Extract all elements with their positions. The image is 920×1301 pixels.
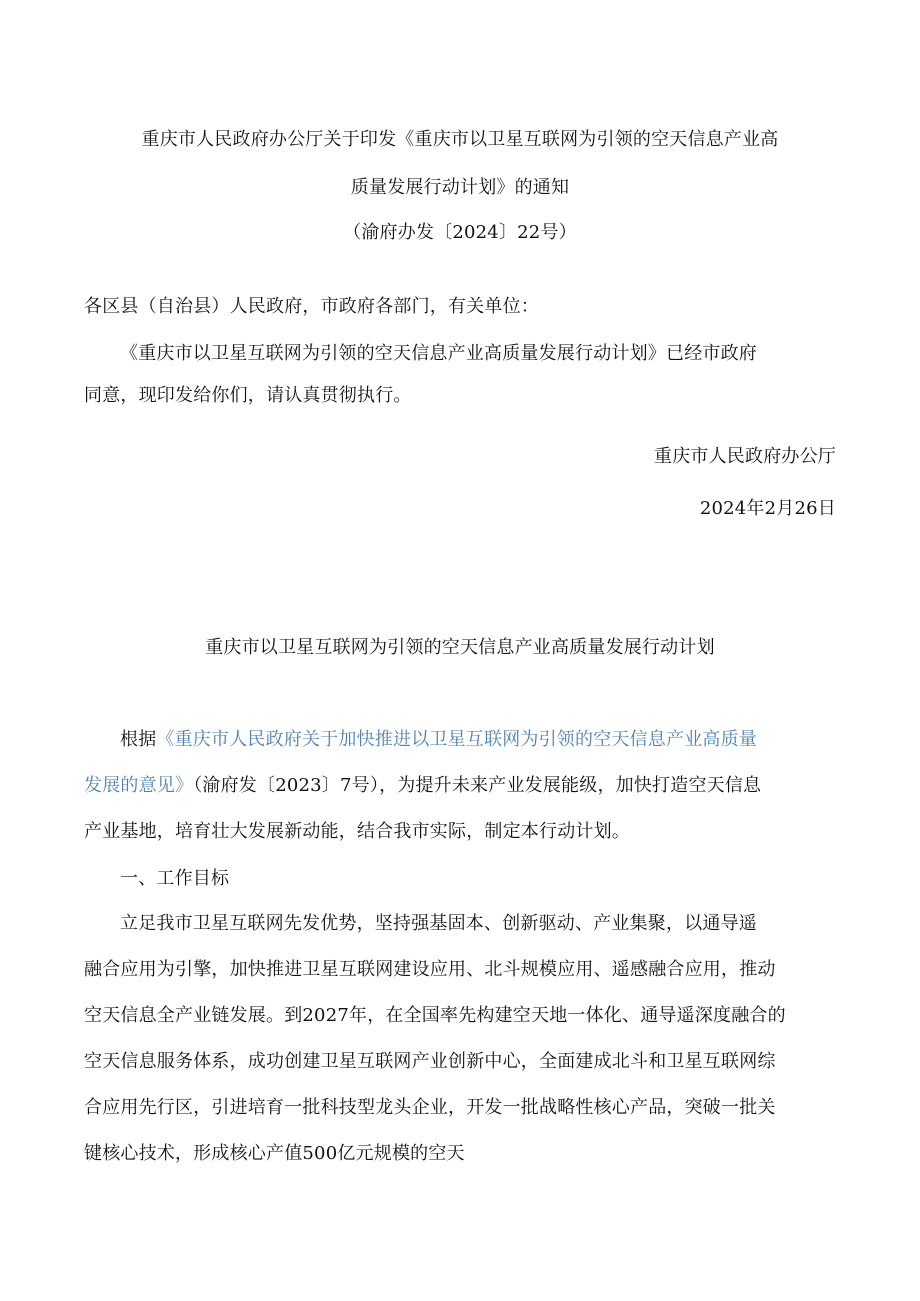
issue-date: 2024年2月26日	[699, 498, 836, 519]
plan-paragraph-2-line-2: 融合应用为引擎，加快推进卫星互联网建设应用、北斗规模应用、遥感融合应用，推动	[84, 959, 776, 980]
document-number: （渝府办发〔2024〕22号）	[343, 222, 577, 243]
salutation: 各区县（自治县）人民政府，市政府各部门，有关单位：	[84, 296, 539, 317]
plan-paragraph-1-line-3: 产业基地，培育壮大发展新动能，结合我市实际，制定本行动计划。	[84, 821, 630, 842]
plan-paragraph-2-line-1: 立足我市卫星互联网先发优势，坚持强基固本、创新驱动、产业集聚，以通导遥	[120, 913, 757, 934]
notice-body-line-1: 《重庆市以卫星互联网为引领的空天信息产业高质量发展行动计划》已经市政府	[120, 343, 757, 364]
section-heading: 一、工作目标	[120, 868, 230, 889]
referenced-document-link[interactable]: 《重庆市人民政府关于加快推进以卫星互联网为引领的空天信息产业高质量	[156, 729, 758, 750]
plan-paragraph-2-line-3: 空天信息全产业链发展。到2027年，在全国率先构建空天地一体化、通导遥深度融合的	[84, 1005, 786, 1026]
referenced-document-link-continued[interactable]: 发展的意见》	[84, 775, 194, 796]
notice-body-line-2: 同意，现印发给你们，请认真贯彻执行。	[84, 385, 412, 406]
notice-title-line-2: 质量发展行动计划》的通知	[350, 177, 570, 198]
plan-paragraph-1-line-2	[84, 774, 761, 798]
paragraph-lead-text: 根据	[120, 729, 157, 750]
issuer-signature: 重庆市人民政府办公厅	[654, 446, 836, 467]
paragraph-text: （渝府发〔2023〕7号），为提升未来产业发展能级，加快打造空天信息	[193, 775, 762, 796]
plan-title: 重庆市以卫星互联网为引领的空天信息产业高质量发展行动计划	[205, 637, 715, 658]
notice-title-line-1: 重庆市人民政府办公厅关于印发《重庆市以卫星互联网为引领的空天信息产业高	[141, 129, 779, 150]
plan-paragraph-2-line-6: 键核心技术，形成核心产值500亿元规模的空天	[84, 1143, 465, 1164]
plan-paragraph-2-line-5: 合应用先行区，引进培育一批科技型龙头企业，开发一批战略性核心产品，突破一批关	[84, 1097, 776, 1118]
plan-paragraph-2-line-4: 空天信息服务体系，成功创建卫星互联网产业创新中心，全面建成北斗和卫星互联网综	[84, 1051, 776, 1072]
plan-paragraph-1-line-1	[120, 728, 757, 752]
